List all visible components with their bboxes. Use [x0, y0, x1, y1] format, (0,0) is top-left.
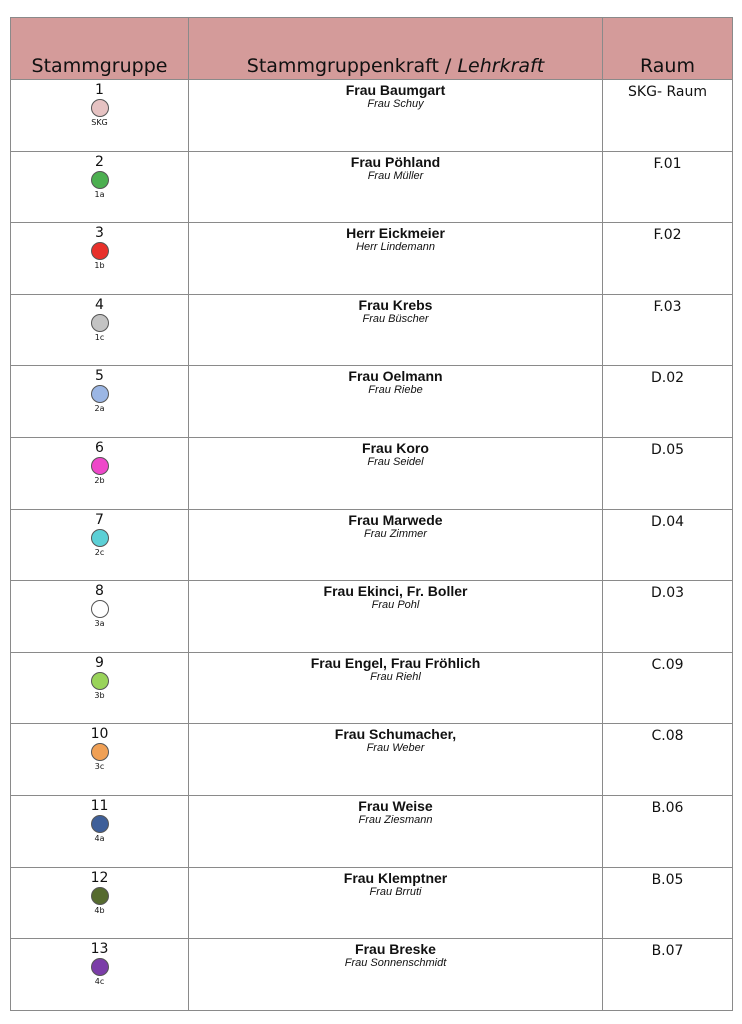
room-label: F.02	[653, 227, 682, 244]
lehrkraft-name: Frau Zimmer	[364, 527, 427, 540]
raum-cell	[603, 509, 733, 581]
kraft-cell	[189, 437, 603, 509]
lehrkraft-name: Frau Weber	[366, 742, 425, 755]
kraft-cell	[189, 652, 603, 724]
stammgruppe-cell	[11, 581, 189, 653]
table-row	[11, 724, 733, 796]
class-label: 4a	[94, 833, 105, 843]
group-number: 5	[95, 368, 104, 385]
header-lehrkraft-label: Lehrkraft	[457, 55, 545, 77]
class-label: 1b	[94, 261, 105, 271]
header-stammgruppe: Stammgruppe	[11, 18, 189, 80]
kraft-cell	[189, 80, 603, 152]
room-label: C.08	[651, 728, 684, 745]
kraft-cell	[189, 509, 603, 581]
stammgruppe-cell	[11, 223, 189, 295]
stammgruppenkraft-name: Frau Klemptner	[343, 869, 448, 886]
raum-cell	[603, 223, 733, 295]
group-color-dot-icon	[91, 958, 109, 976]
kraft-cell	[189, 795, 603, 867]
stammgruppenkraft-name: Frau Schumacher,	[334, 726, 457, 743]
table-row	[11, 223, 733, 295]
stammgruppenkraft-name: Herr Eickmeier	[346, 225, 445, 242]
lehrkraft-name: Frau Ziesmann	[358, 813, 433, 826]
kraft-cell	[189, 939, 603, 1011]
lehrkraft-name: Frau Schuy	[367, 98, 424, 110]
lehrkraft-name: Frau Sonnenschmidt	[344, 957, 447, 970]
raum-cell	[603, 795, 733, 867]
group-number: 4	[95, 296, 104, 313]
group-color-dot-icon	[91, 314, 109, 332]
group-number: 3	[95, 225, 104, 242]
stammgruppe-cell	[11, 437, 189, 509]
table-row	[11, 939, 733, 1011]
room-label: D.04	[650, 513, 685, 530]
stammgruppe-cell	[11, 151, 189, 223]
table-row	[11, 151, 733, 223]
raum-cell	[603, 366, 733, 438]
group-number: 11	[90, 797, 109, 814]
stammgruppen-table	[10, 17, 733, 1011]
stammgruppe-cell	[11, 939, 189, 1011]
stammgruppenkraft-name: Frau Krebs	[358, 296, 433, 313]
header-stammgruppenkraft-label: Stammgruppenkraft /	[246, 55, 458, 77]
group-number: 1	[95, 82, 104, 98]
stammgruppe-cell	[11, 652, 189, 724]
stammgruppenkraft-name: Frau Breske	[355, 941, 436, 958]
table-row	[11, 80, 733, 152]
lehrkraft-name: Frau Pohl	[371, 599, 420, 612]
raum-cell	[603, 294, 733, 366]
kraft-cell	[189, 724, 603, 796]
lehrkraft-name: Frau Brruti	[369, 885, 422, 898]
lehrkraft-name: Frau Müller	[367, 169, 424, 182]
raum-cell	[603, 80, 733, 152]
group-color-dot-icon	[91, 457, 109, 475]
lehrkraft-name: Frau Büscher	[362, 312, 429, 325]
table-row	[11, 294, 733, 366]
group-number: 13	[90, 941, 109, 958]
table-row	[11, 795, 733, 867]
class-label: 2b	[94, 475, 105, 485]
group-number: 2	[95, 153, 104, 170]
raum-cell	[603, 437, 733, 509]
table-row	[11, 509, 733, 581]
room-label: D.02	[650, 370, 685, 387]
stammgruppe-cell	[11, 294, 189, 366]
group-number: 12	[90, 869, 109, 886]
room-label: D.03	[650, 585, 685, 602]
stammgruppe-cell	[11, 80, 189, 152]
kraft-cell	[189, 223, 603, 295]
class-label: 3b	[94, 690, 105, 700]
group-color-dot-icon	[91, 529, 109, 547]
stammgruppe-cell	[11, 366, 189, 438]
raum-cell	[603, 151, 733, 223]
group-number: 10	[90, 726, 109, 743]
table-row	[11, 366, 733, 438]
stammgruppe-cell	[11, 724, 189, 796]
stammgruppe-cell	[11, 795, 189, 867]
table-row	[11, 652, 733, 724]
kraft-cell	[189, 581, 603, 653]
header-raum: Raum	[603, 18, 733, 80]
raum-cell	[603, 867, 733, 939]
stammgruppe-cell	[11, 509, 189, 581]
group-color-dot-icon	[91, 385, 109, 403]
room-label: D.05	[650, 441, 685, 458]
class-label: 2c	[94, 547, 105, 557]
stammgruppe-cell	[11, 867, 189, 939]
lehrkraft-name: Frau Riehl	[370, 670, 421, 683]
group-color-dot-icon	[91, 171, 109, 189]
group-color-dot-icon	[91, 887, 109, 905]
stammgruppenkraft-name: Frau Koro	[362, 439, 429, 456]
raum-cell	[603, 581, 733, 653]
group-color-dot-icon	[91, 242, 109, 260]
stammgruppenkraft-name: Frau Baumgart	[345, 82, 446, 98]
header-stammgruppenkraft	[189, 18, 603, 80]
room-label: B.06	[651, 799, 684, 816]
kraft-cell	[189, 151, 603, 223]
table-row	[11, 437, 733, 509]
group-number: 9	[95, 654, 104, 671]
group-number: 7	[95, 511, 104, 528]
group-color-dot-icon	[91, 743, 109, 761]
stammgruppenkraft-name: Frau Weise	[358, 797, 433, 814]
stammgruppenkraft-name: Frau Marwede	[348, 511, 443, 528]
kraft-cell	[189, 867, 603, 939]
room-label: B.05	[651, 871, 684, 888]
room-label: F.01	[653, 155, 682, 172]
group-color-dot-icon	[91, 600, 109, 618]
stammgruppenkraft-name: Frau Oelmann	[348, 368, 443, 385]
table-row	[11, 581, 733, 653]
lehrkraft-name: Frau Seidel	[367, 455, 424, 468]
class-label: SKG	[91, 118, 108, 127]
class-label: 1a	[94, 189, 105, 199]
group-number: 8	[95, 583, 104, 600]
kraft-cell	[189, 294, 603, 366]
raum-cell	[603, 724, 733, 796]
lehrkraft-name: Frau Riebe	[368, 384, 423, 397]
class-label: 4b	[94, 905, 105, 915]
class-label: 4c	[94, 977, 105, 987]
raum-cell	[603, 652, 733, 724]
stammgruppenkraft-name: Frau Pöhland	[350, 153, 441, 170]
raum-cell	[603, 939, 733, 1011]
group-number: 6	[95, 439, 104, 456]
room-label: SKG- Raum	[628, 84, 707, 100]
kraft-cell	[189, 366, 603, 438]
class-label: 2a	[94, 404, 105, 414]
room-label: B.07	[651, 943, 684, 960]
group-color-dot-icon	[91, 815, 109, 833]
table-row	[11, 867, 733, 939]
lehrkraft-name: Herr Lindemann	[356, 241, 435, 254]
class-label: 3c	[94, 762, 105, 772]
group-color-dot-icon	[91, 99, 109, 117]
table-header-row	[11, 18, 733, 80]
group-color-dot-icon	[91, 672, 109, 690]
stammgruppenkraft-name: Frau Engel, Frau Fröhlich	[310, 654, 481, 671]
class-label: 1c	[94, 332, 105, 342]
room-label: F.03	[653, 298, 682, 315]
class-label: 3a	[94, 619, 105, 629]
room-label: C.09	[651, 656, 684, 673]
stammgruppenkraft-name: Frau Ekinci, Fr. Boller	[323, 583, 468, 600]
